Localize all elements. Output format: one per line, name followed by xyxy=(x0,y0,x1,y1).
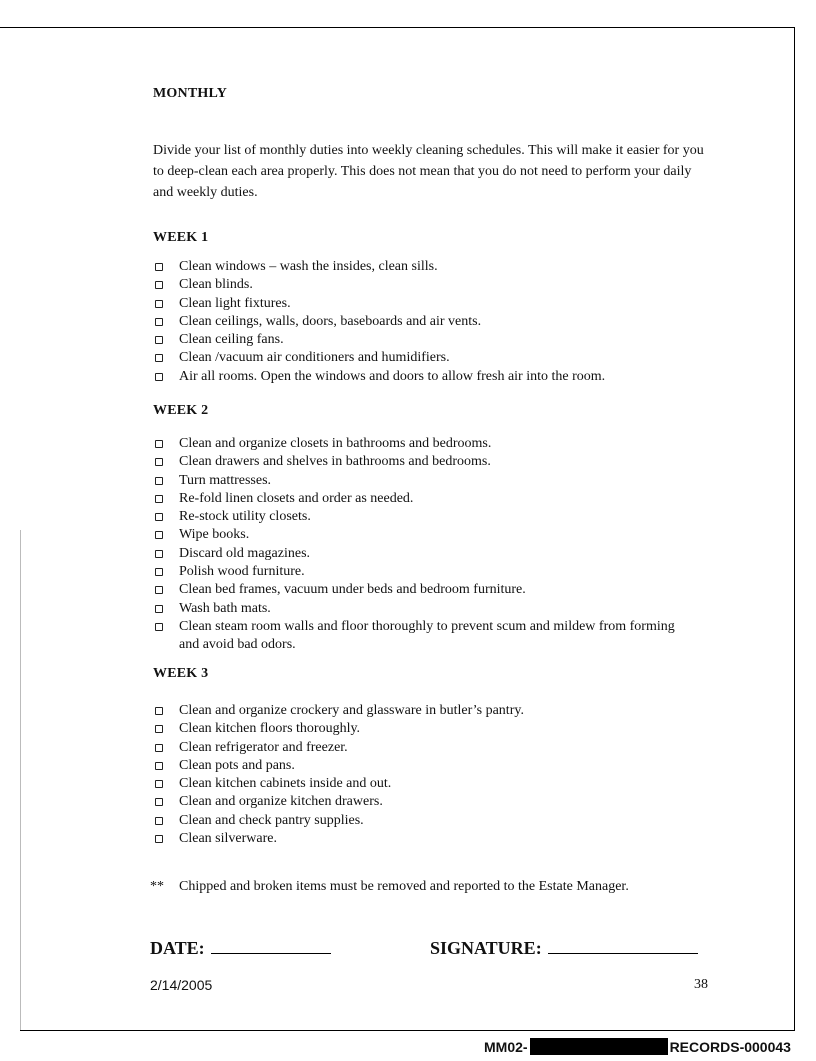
checklist-item: Re-fold linen closets and order as needed. xyxy=(155,490,695,508)
checkbox-icon xyxy=(155,568,163,576)
checkbox-icon xyxy=(155,440,163,448)
week-2-checklist xyxy=(155,435,695,655)
checkbox-icon xyxy=(155,798,163,806)
date-label: DATE: xyxy=(150,938,205,958)
date-field xyxy=(150,937,331,959)
week-3-checklist xyxy=(155,702,715,848)
checklist-item: Clean light fixtures. xyxy=(155,295,715,313)
checklist-item: Clean windows – wash the insides, clean sills. xyxy=(155,258,715,276)
page-border-top xyxy=(0,27,795,28)
checklist-item: Clean bed frames, vacuum under beds and bedroom furniture. xyxy=(155,581,695,599)
checklist-item: Clean ceiling fans. xyxy=(155,331,715,349)
signature-label: SIGNATURE: xyxy=(430,938,542,958)
checklist-item: Wash bath mats. xyxy=(155,600,695,618)
checklist-item: Clean silverware. xyxy=(155,830,715,848)
intro-paragraph: Divide your list of monthly duties into weekly cleaning schedules. This will make it easier for you to deep-clean each area properly. This does not mean that you do not need to perform your daily and weekly duties. xyxy=(153,143,704,200)
week-3-heading: WEEK 3 xyxy=(153,666,209,681)
checkbox-icon xyxy=(155,354,163,362)
page-title: MONTHLY xyxy=(153,86,228,101)
bates-suffix: RECORDS-000043 xyxy=(669,1039,791,1055)
footer-date: 2/14/2005 xyxy=(150,977,213,993)
checkbox-icon xyxy=(155,458,163,466)
checkbox-icon xyxy=(155,318,163,326)
checkbox-icon xyxy=(155,281,163,289)
checkbox-icon xyxy=(155,780,163,788)
checkbox-icon xyxy=(155,835,163,843)
checklist-item: Clean pots and pans. xyxy=(155,757,715,775)
checklist-item: Turn mattresses. xyxy=(155,472,695,490)
footnote-marker: ** xyxy=(150,879,164,894)
checkbox-icon xyxy=(155,707,163,715)
checklist-item: Wipe books. xyxy=(155,526,695,544)
checkbox-icon xyxy=(155,817,163,825)
week-2-heading: WEEK 2 xyxy=(153,403,209,418)
checkbox-icon xyxy=(155,513,163,521)
bates-stamp xyxy=(484,1038,791,1055)
checklist-item: Clean kitchen cabinets inside and out. xyxy=(155,775,715,793)
footnote xyxy=(150,879,629,895)
checklist-item: Clean drawers and shelves in bathrooms and bedrooms. xyxy=(155,453,695,471)
date-line xyxy=(211,937,331,954)
checkbox-icon xyxy=(155,477,163,485)
bates-prefix: MM02- xyxy=(484,1039,528,1055)
checkbox-icon xyxy=(155,550,163,558)
checkbox-icon xyxy=(155,725,163,733)
checkbox-icon xyxy=(155,623,163,631)
checkbox-icon xyxy=(155,300,163,308)
checkbox-icon xyxy=(155,531,163,539)
checkbox-icon xyxy=(155,263,163,271)
checkbox-icon xyxy=(155,495,163,503)
checklist-item: Clean and organize crockery and glassware in butler’s pantry. xyxy=(155,702,715,720)
checkbox-icon xyxy=(155,373,163,381)
checklist-item: Discard old magazines. xyxy=(155,545,695,563)
checkbox-icon xyxy=(155,586,163,594)
page-number: 38 xyxy=(694,977,708,992)
checklist-item: Air all rooms. Open the windows and doors to allow fresh air into the room. xyxy=(155,368,715,386)
footnote-text: Chipped and broken items must be removed and reported to the Estate Manager. xyxy=(179,879,629,894)
checkbox-icon xyxy=(155,336,163,344)
checklist-item: Clean refrigerator and freezer. xyxy=(155,739,715,757)
page-border-right xyxy=(794,27,795,1030)
checklist-item: Clean kitchen floors thoroughly. xyxy=(155,720,715,738)
checklist-item: Clean steam room walls and floor thoroughly to prevent scum and mildew from forming and avoid bad odors. xyxy=(155,618,695,655)
signature-line xyxy=(548,937,698,954)
checklist-item: Clean ceilings, walls, doors, baseboards and air vents. xyxy=(155,313,715,331)
page-border-bottom xyxy=(20,1030,795,1031)
checklist-item: Re-stock utility closets. xyxy=(155,508,695,526)
checkbox-icon xyxy=(155,605,163,613)
checklist-item: Clean and organize closets in bathrooms and bedrooms. xyxy=(155,435,695,453)
checklist-item: Clean /vacuum air conditioners and humidifiers. xyxy=(155,349,715,367)
page-border-left xyxy=(20,530,21,1030)
checklist-item: Clean blinds. xyxy=(155,276,715,294)
checkbox-icon xyxy=(155,744,163,752)
week-1-heading: WEEK 1 xyxy=(153,230,209,245)
week-1-checklist xyxy=(155,258,715,386)
checklist-item: Polish wood furniture. xyxy=(155,563,695,581)
redaction-bar xyxy=(530,1038,668,1055)
checklist-item: Clean and organize kitchen drawers. xyxy=(155,793,715,811)
signature-field xyxy=(430,937,698,959)
checkbox-icon xyxy=(155,762,163,770)
checklist-item: Clean and check pantry supplies. xyxy=(155,812,715,830)
